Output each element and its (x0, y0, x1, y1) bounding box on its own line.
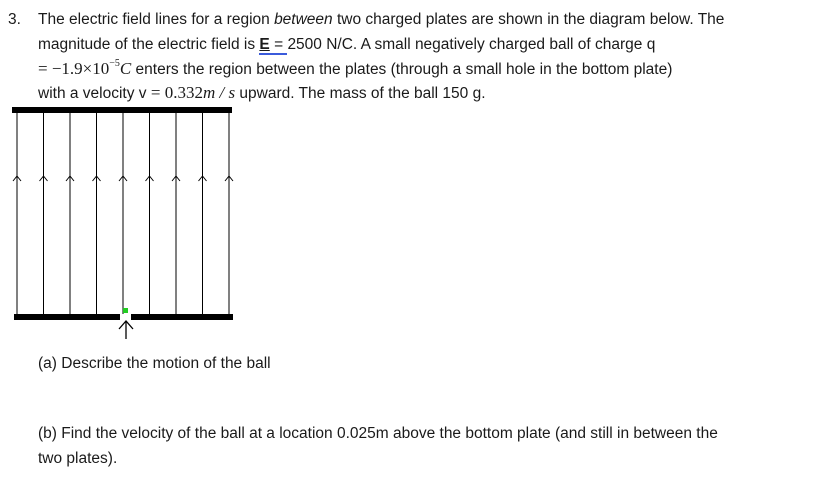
charged-ball (123, 308, 128, 313)
line1-text-a: The electric field lines for a region (38, 11, 275, 28)
field-lines (13, 113, 233, 314)
line1-text-b: two charged plates are shown in the diagram below. The (332, 11, 725, 28)
part-a: (a) Describe the motion of the ball (38, 355, 271, 372)
part-b-line-2: two plates). (38, 450, 118, 467)
line3-text: enters the region between the plates (through a small hole in the bottom plate) (131, 61, 673, 78)
line4-text-b: upward. The mass of the ball 150 g. (235, 85, 486, 102)
equals-sign: = (269, 36, 288, 53)
charge-exponent: −5 (109, 58, 120, 69)
charge-unit: C (119, 59, 132, 78)
line4-text-a: with a velocity v (38, 85, 151, 102)
field-symbol: E (259, 36, 270, 53)
velocity-number: = 0.332 (150, 83, 203, 102)
charge-mantissa: = −1.9×10 (38, 59, 110, 78)
part-b-line-1: (b) Find the velocity of the ball at a location 0.025m above the bottom plate (and still in between the (38, 425, 718, 442)
line2-text-b: 2500 N/C. A small negatively charged ball of charge q (287, 36, 656, 53)
line1-emphasis: between (274, 11, 333, 28)
velocity-unit: m / s (202, 83, 236, 102)
line2-text-a: magnitude of the electric field is (38, 36, 260, 53)
bottom-plate-right (131, 314, 233, 320)
velocity-arrow-icon (119, 321, 133, 339)
bottom-plate-left (14, 314, 120, 320)
top-plate (12, 107, 232, 113)
question-number: 3. (8, 11, 21, 28)
